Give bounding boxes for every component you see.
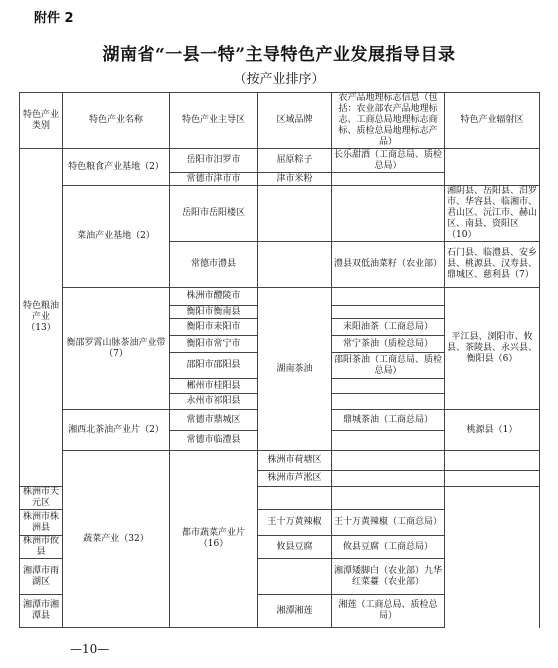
brand-cell [332, 451, 445, 471]
gi-cell [332, 306, 445, 319]
brand-cell: 王十万黄辣椒 [258, 510, 332, 536]
gi-cell: 湘潭矮脚白（农业部）九华红菜薹（农业部） [332, 559, 445, 595]
area-cell: 常德市津市市 [170, 173, 258, 186]
gi-cell [445, 471, 540, 487]
header-name: 特色产业名称 [63, 93, 170, 149]
brand-cell [258, 559, 332, 595]
area-cell: 永州市祁阳县 [170, 394, 258, 410]
radiation-cell: 湘阴县、岳阳县、汨罗市、华容县、临湘市、君山区、沅江市、赫山区、南县、资阳区（10） [445, 186, 540, 242]
brand-cell: 攸县豆腐 [258, 536, 332, 559]
document-subtitle: （按产业排序） [233, 72, 325, 87]
brand-cell [332, 471, 445, 487]
radiation-cell: 石门县、临澧县、安乡县、桃源县、汉寿县、鼎城区、慈利县（7） [445, 242, 540, 288]
radiation-cell [445, 149, 540, 186]
gi-cell: 邵阳茶油（工商总局、质检总局） [332, 353, 445, 379]
header-gi: 农产品地理标志信息（包括：农业部农产品地理标志、工商总局地理标志商标、质检总局地理标志产品） [332, 93, 445, 149]
area-cell: 株洲市天元区 [20, 487, 63, 510]
area-cell: 湘潭市湘潭县 [20, 595, 63, 628]
area-cell: 常德市鼎城区 [170, 410, 258, 431]
brand-cell: 屈原粽子 [258, 149, 332, 173]
gi-cell: 鼎城茶油（工商总局） [332, 410, 445, 431]
header-radiation: 特色产业辐射区 [445, 93, 540, 149]
brand-cell: 湖南茶油 [258, 288, 332, 451]
area-cell: 株洲市攸县 [20, 536, 63, 559]
gi-cell [332, 186, 445, 242]
area-cell: 株洲市株洲县 [20, 510, 63, 536]
document-title: 湖南省“一县一特”主导特色产业发展指导目录 [102, 45, 456, 65]
industry-name: 菜油产业基地（2） [63, 186, 170, 288]
area-cell: 衡阳市耒阳市 [170, 319, 258, 336]
area-cell: 株洲市醴陵市 [170, 288, 258, 306]
gi-cell: 长乐甜酒（工商总局、质检总局） [332, 149, 445, 173]
header-brand: 区域品牌 [258, 93, 332, 149]
area-cell: 岳阳市岳阳楼区 [170, 186, 258, 242]
gi-cell [445, 451, 540, 471]
industry-catalog-table [19, 92, 540, 628]
area-cell: 株洲市芦淞区 [258, 471, 332, 487]
brand-cell: 津市米粉 [258, 173, 332, 186]
gi-cell: 攸县豆腐（工商总局） [332, 536, 445, 559]
table-row [20, 149, 540, 173]
header-area: 特色产业主导区 [170, 93, 258, 149]
table-header-row [20, 93, 540, 149]
page-number: —10— [70, 642, 110, 656]
gi-cell [332, 379, 445, 394]
category-vegetables: 蔬菜产业（32） [63, 451, 170, 628]
gi-cell: 澧县双低油菜籽（农业部） [332, 242, 445, 288]
table-row [20, 451, 540, 471]
radiation-cell: 平江县、浏阳市、攸县、茶陵县、永兴县、衡阳县（6） [445, 288, 540, 410]
gi-cell [332, 487, 445, 510]
gi-cell: 王十万黄辣椒（工商总局） [332, 510, 445, 536]
attachment-label: 附件 2 [34, 11, 74, 26]
industry-name: 湘西北茶油产业片（2） [63, 410, 170, 451]
area-cell: 衡阳市衡南县 [170, 306, 258, 319]
table-row [20, 288, 540, 306]
industry-name: 衡邵罗霄山脉茶油产业带（7） [63, 288, 170, 410]
gi-cell [332, 394, 445, 410]
area-cell: 衡阳市常宁市 [170, 336, 258, 353]
brand-cell [258, 242, 332, 288]
header-category: 特色产业类别 [20, 93, 63, 149]
area-cell: 郴州市桂阳县 [170, 379, 258, 394]
gi-cell: 耒阳油茶（工商总局） [332, 319, 445, 336]
gi-cell: 湘莲（工商总局、质检总局） [332, 595, 445, 628]
industry-name: 特色粮食产业基地（2） [63, 149, 170, 186]
area-cell: 常德市澧县 [170, 242, 258, 288]
gi-cell [332, 173, 445, 186]
area-cell: 常德市临澧县 [170, 431, 258, 451]
gi-cell [332, 431, 445, 451]
brand-cell [258, 186, 332, 242]
gi-cell [332, 288, 445, 306]
brand-cell: 湘潭湘莲 [258, 595, 332, 628]
area-cell: 株洲市荷塘区 [258, 451, 332, 471]
area-cell: 岳阳市汨罗市 [170, 149, 258, 173]
area-cell: 湘潭市雨湖区 [20, 559, 63, 595]
gi-cell: 常宁茶油（质检总局） [332, 336, 445, 353]
table-row [20, 186, 540, 242]
brand-cell [258, 487, 332, 510]
area-cell: 邵阳市邵阳县 [170, 353, 258, 379]
radiation-cell: 桃源县（1） [445, 410, 540, 451]
category-grain-oil: 特色粮油产业（13） [20, 149, 63, 487]
industry-name: 都市蔬菜产业片（16） [170, 451, 258, 628]
